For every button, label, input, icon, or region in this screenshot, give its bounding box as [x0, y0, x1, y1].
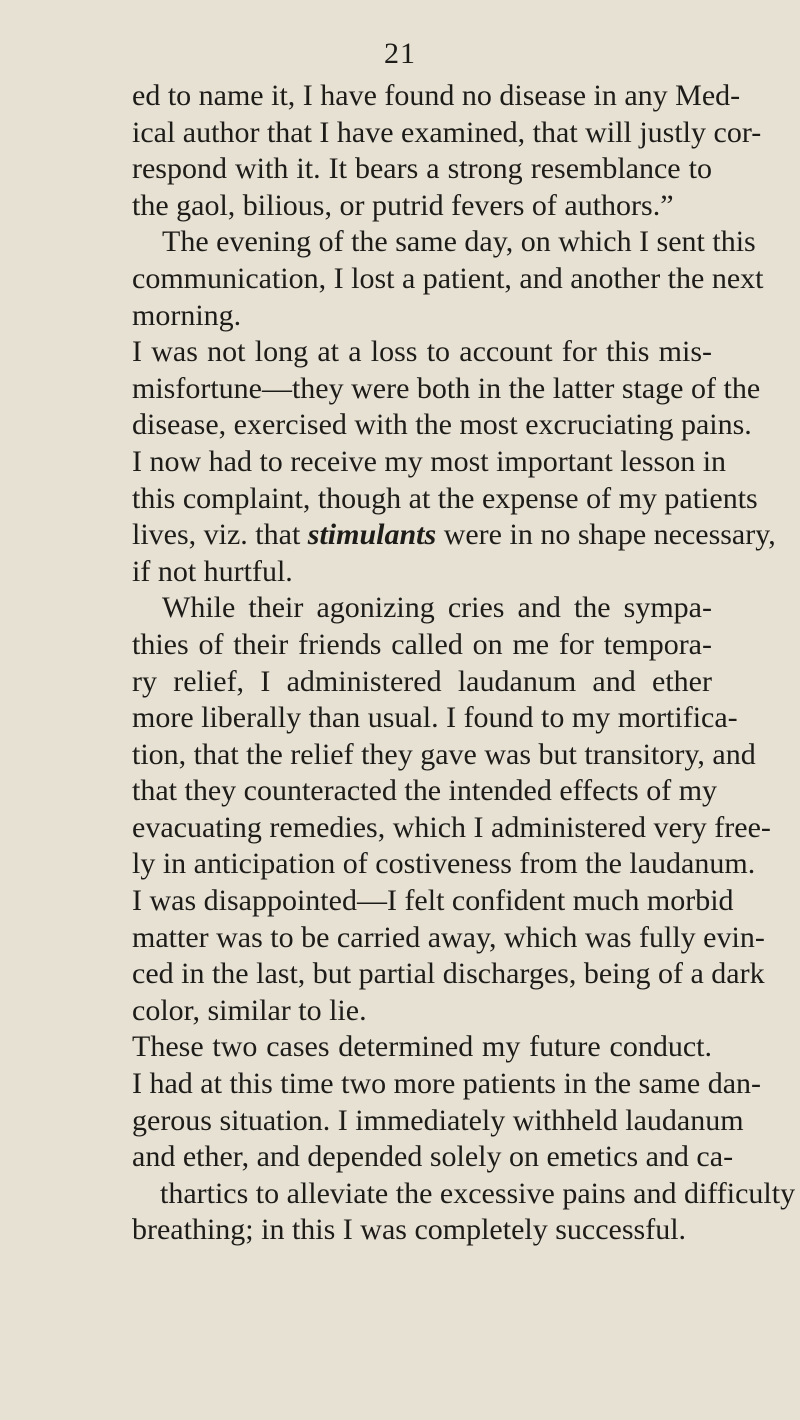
- text-line: color, similar to lie.: [132, 993, 367, 1027]
- text-line: matter was to be carried away, which was fully evin-: [132, 920, 765, 954]
- text-line: I now had to receive my most important lesson in: [132, 444, 727, 478]
- text-line: [132, 517, 776, 554]
- text-line: These two cases determined my future conduct.: [132, 1030, 712, 1064]
- text-line: that they counteracted the intended effects of my: [132, 774, 718, 808]
- emphasis: stimulants: [307, 518, 437, 552]
- text-line: if not hurtful.: [132, 554, 293, 588]
- text-line: misfortune—they were both in the latter stage of the: [132, 371, 761, 405]
- paragraph: [132, 334, 776, 590]
- text-span: were in no shape necessary,: [436, 518, 776, 552]
- text-line: disease, exercised with the most excruciating pains.: [132, 408, 752, 442]
- paragraph: [132, 590, 771, 1029]
- text-line: ed to name it, I have found no disease in any Med-: [132, 79, 741, 112]
- text-line: thartics to alleviate the excessive pains and difficulty: [160, 1176, 796, 1210]
- text-line: respond with it. It bears a strong resemblance to: [132, 152, 712, 186]
- paragraph: [132, 224, 764, 334]
- paragraph: [132, 78, 762, 224]
- text-line: breathing; in this I was completely successful.: [132, 1213, 687, 1247]
- text-line: ry relief, I administered laudanum and ether: [132, 664, 712, 698]
- text-line: this complaint, though at the expense of my patients: [132, 481, 758, 515]
- text-line: The evening of the same day, on which I sent this: [162, 225, 756, 259]
- text-line: I had at this time two more patients in the same dan-: [132, 1067, 762, 1101]
- text-line: the gaol, bilious, or putrid fevers of authors.”: [132, 188, 674, 222]
- text-span: lives, viz. that: [132, 518, 308, 552]
- text-line: evacuating remedies, which I administered very free-: [132, 810, 771, 844]
- text-line: thies of their friends called on me for tempora-: [132, 627, 712, 661]
- body-text: [132, 78, 796, 1249]
- paragraph: [132, 1029, 796, 1249]
- text-line: gerous situation. I immediately withheld laudanum: [132, 1103, 744, 1137]
- text-line: ly in anticipation of costiveness from the laudanum.: [132, 847, 756, 881]
- text-line: morning.: [132, 298, 242, 332]
- page-number: 21: [384, 37, 416, 70]
- text-line: more liberally than usual. I found to my mortifica-: [132, 701, 738, 735]
- text-line: I was not long at a loss to account for this mis-: [132, 335, 712, 369]
- text-line: ced in the last, but partial discharges, being of a dark: [132, 957, 765, 991]
- text-line: and ether, and depended solely on emetics and ca-: [132, 1140, 734, 1174]
- text-line: tion, that the relief they gave was but transitory, and: [132, 737, 756, 771]
- text-line: ical author that I have examined, that will justly cor-: [132, 115, 762, 149]
- text-line: communication, I lost a patient, and another the next: [132, 261, 764, 295]
- text-line: While their agonizing cries and the sympa-: [162, 591, 712, 625]
- text-line: I was disappointed—I felt confident much morbid: [132, 884, 734, 918]
